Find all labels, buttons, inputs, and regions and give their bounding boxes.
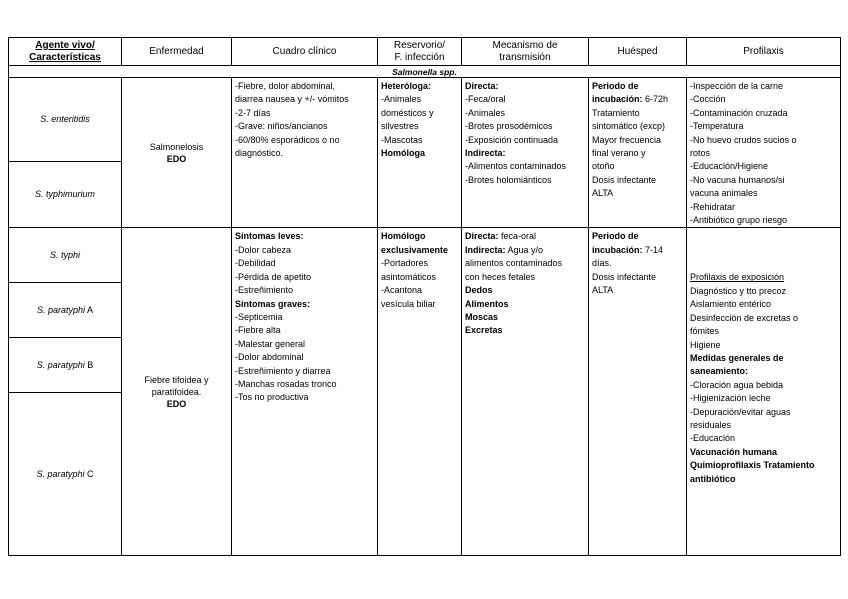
cell-line	[592, 271, 684, 284]
host-cell	[589, 228, 687, 556]
cell-line: -Pérdida de apetito	[235, 271, 312, 282]
cell-line: exclusivamente	[381, 244, 449, 255]
cell-line	[592, 284, 684, 297]
cell-line-bold: Dedos	[465, 285, 493, 296]
cell-line-text: feca-oral	[498, 231, 537, 242]
cell-line: diagnóstico.	[235, 148, 284, 159]
mechanism-cell	[462, 78, 589, 228]
cell-line: -60/80% esporádicos o no	[235, 134, 340, 145]
header-host: Huésped	[589, 38, 687, 66]
cell-line: -Rehidratar	[690, 201, 736, 212]
cell-line	[465, 271, 586, 284]
reservoir-cell	[378, 78, 462, 228]
header-prophylaxis: Profilaxis	[687, 38, 841, 66]
cell-line	[592, 187, 684, 200]
prophylaxis-cell	[687, 228, 841, 556]
cell-line: -Brotes holomiánticos	[465, 174, 552, 185]
cell-line: -Animales	[381, 94, 422, 105]
cell-line-text: final verano y	[592, 148, 646, 159]
cell-line-text: días.	[592, 258, 612, 269]
table-row	[9, 228, 841, 283]
header-disease: Enfermedad	[122, 38, 232, 66]
cell-line	[592, 174, 684, 187]
cell-line-text: alimentos contaminados	[465, 258, 563, 269]
host-cell	[589, 78, 687, 228]
genus-banner: Salmonella spp.	[9, 66, 841, 78]
cell-line-bold: incubación:	[592, 244, 643, 255]
header-row	[9, 38, 841, 66]
prophylaxis-cell	[687, 78, 841, 228]
cell-line	[592, 257, 684, 270]
cell-line: -Grave: niños/ancianos	[235, 121, 328, 132]
cell-line: Directa:	[465, 81, 499, 91]
cell-line: -2-7 días	[235, 107, 271, 118]
cell-line: vesícula biliar	[381, 298, 436, 309]
cell-line-bold: Periodo de	[592, 231, 639, 242]
cell-line: -Brotes prosodémicos	[465, 121, 553, 132]
cell-line: -Malestar general	[235, 338, 306, 349]
cell-line: Indirecta:	[465, 148, 506, 159]
cell-line-text: 6-72h	[642, 94, 669, 105]
cell-line: -Alimentos contaminados	[465, 161, 567, 172]
table-row	[9, 78, 841, 162]
cell-line-text: otoño	[592, 161, 615, 172]
reservoir-cell	[378, 228, 462, 556]
cell-line: Heteróloga:	[381, 81, 432, 91]
cell-line	[465, 324, 586, 337]
cell-line-bold: Excretas	[465, 325, 503, 336]
header-reservoir: Reservorio/ F. infección	[378, 38, 462, 66]
cell-line: fómites	[690, 326, 720, 337]
cell-line: -No vacuna humanos/si	[690, 174, 785, 185]
cell-line	[592, 107, 684, 120]
header-mechanism: Mecanismo de transmisión	[462, 38, 589, 66]
cell-line: -Feca/oral	[465, 94, 506, 105]
cell-line	[592, 80, 684, 93]
header-agent: Agente vivo/ Características	[9, 38, 122, 66]
cell-line: -Educación/Higiene	[690, 161, 769, 172]
cell-line: -Dolor abdominal	[235, 352, 304, 363]
cell-line: silvestres	[381, 121, 419, 132]
cell-line: -Fiebre, dolor abdominal,	[235, 81, 336, 91]
cell-line: domésticos y	[381, 107, 434, 118]
cell-line-text: sintomático (excp)	[592, 121, 666, 132]
cell-line	[465, 311, 586, 324]
cell-line: -Cloración agua bebida	[690, 379, 784, 390]
cell-line: diarrea nausea y +/- vómitos	[235, 94, 349, 105]
cell-line: -Estreñimiento	[235, 285, 294, 296]
cell-line	[592, 120, 684, 133]
cell-line: -Cocción	[690, 94, 726, 105]
cell-line: Vacunación humana	[690, 446, 778, 457]
cell-line: -Septicemia	[235, 311, 283, 322]
cell-line	[465, 298, 586, 311]
cell-line-bold: Moscas	[465, 311, 499, 322]
cell-line: -Exposición continuada	[465, 134, 559, 145]
cell-line: asintomáticos	[381, 271, 437, 282]
banner-row	[9, 66, 841, 78]
cell-line: -Tos no productiva	[235, 392, 309, 403]
cell-line: -No huevo crudos sucios o	[690, 134, 797, 145]
cell-line	[592, 93, 684, 106]
cell-line: antibiótico	[690, 473, 736, 484]
cell-line	[592, 230, 684, 243]
cell-line	[465, 230, 586, 243]
cell-line: Síntomas graves:	[235, 298, 311, 309]
cell-line: -Animales	[465, 107, 506, 118]
cell-line: residuales	[690, 419, 732, 430]
cell-line	[465, 257, 586, 270]
cell-line: -Higienización leche	[690, 393, 771, 404]
spacer	[690, 230, 838, 271]
cell-line-text: Tratamiento	[592, 107, 640, 118]
cell-line: -Inspección de la carne	[690, 81, 784, 91]
agent-cell: S. typhimurium	[9, 162, 122, 228]
cell-line: rotos	[690, 148, 711, 159]
mechanism-cell	[462, 228, 589, 556]
cell-line-bold: Directa:	[465, 231, 499, 242]
cell-line: vacuna animales	[690, 188, 758, 199]
cell-line	[592, 134, 684, 147]
cell-line: -Portadores	[381, 258, 429, 269]
cell-line: -Estreñimiento y diarrea	[235, 365, 331, 376]
cell-line: -Contaminación cruzada	[690, 107, 788, 118]
cell-line	[592, 147, 684, 160]
cell-line-bold: Indirecta:	[465, 244, 506, 255]
agent-cell: S. typhi	[9, 228, 122, 283]
cell-line-text: 7-14	[642, 244, 664, 255]
cell-line-text: Dosis infectante	[592, 271, 657, 282]
clinical-cell	[232, 78, 378, 228]
cell-line-bold: Alimentos	[465, 298, 509, 309]
agent-cell: S. paratyphi B	[9, 338, 122, 393]
salmonella-table	[8, 37, 841, 556]
cell-line	[465, 284, 586, 297]
cell-line: -Temperatura	[690, 121, 744, 132]
cell-line: Aislamiento entérico	[690, 299, 772, 310]
cell-line: -Antibiótico grupo riesgo	[690, 215, 788, 226]
cell-line: Quimioprofilaxis Tratamiento	[690, 460, 815, 471]
cell-line: -Acantona	[381, 285, 423, 296]
agent-cell: S. enteritidis	[9, 78, 122, 162]
disease-cell: Salmonelosis EDO	[122, 78, 232, 228]
cell-line-text: ALTA	[592, 188, 614, 199]
cell-line: -Debilidad	[235, 258, 276, 269]
cell-line: Síntomas leves:	[235, 231, 304, 242]
cell-line	[592, 160, 684, 173]
cell-line: Medidas generales de	[690, 352, 784, 363]
agent-cell: S. paratyphi A	[9, 283, 122, 338]
cell-line: Diagnóstico y tto precoz	[690, 285, 787, 296]
cell-line: Profilaxis de exposición	[690, 272, 785, 283]
cell-line-text: con heces fetales	[465, 271, 536, 282]
cell-line-bold: Periodo de	[592, 81, 639, 91]
cell-line: Homólogo	[381, 231, 426, 242]
cell-line: -Fiebre alta	[235, 325, 281, 336]
clinical-cell	[232, 228, 378, 556]
cell-line-text: Mayor frecuencia	[592, 134, 662, 145]
cell-line: Homóloga	[381, 148, 425, 159]
cell-line: -Educación	[690, 433, 736, 444]
header-clinical: Cuadro clínico	[232, 38, 378, 66]
cell-line-bold: incubación:	[592, 94, 643, 105]
cell-line: -Mascotas	[381, 134, 423, 145]
cell-line: -Depuración/evitar aguas	[690, 406, 791, 417]
cell-line-text: Agua y/o	[505, 244, 544, 255]
cell-line	[465, 244, 586, 257]
cell-line-text: ALTA	[592, 285, 614, 296]
disease-cell: Fiebre tifoidea y paratifoidea. EDO	[122, 228, 232, 556]
cell-line: saneamiento:	[690, 366, 749, 377]
cell-line-text: Dosis infectante	[592, 174, 657, 185]
cell-line	[592, 244, 684, 257]
cell-line: -Manchas rosadas tronco	[235, 378, 337, 389]
cell-line: Desinfección de excretas o	[690, 312, 799, 323]
cell-line: Higiene	[690, 339, 721, 350]
agent-cell: S. paratyphi C	[9, 393, 122, 556]
cell-line: -Dolor cabeza	[235, 244, 292, 255]
